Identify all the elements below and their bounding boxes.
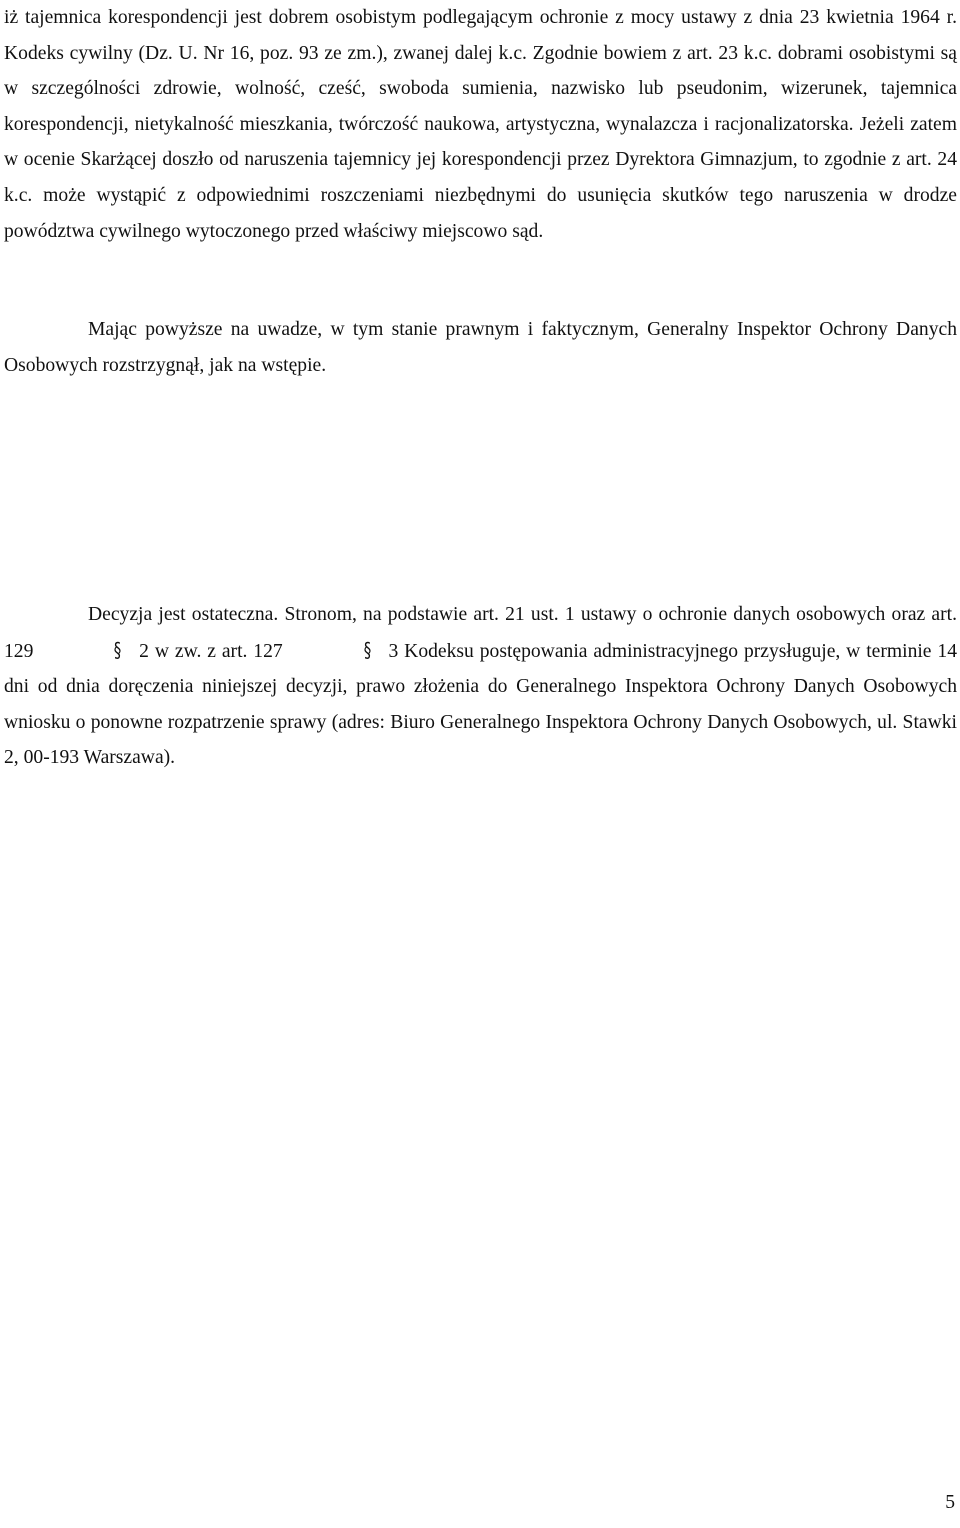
paragraph-conclusion: Mając powyższe na uwadze, w tym stanie prawnym i faktycznym, Generalny Inspektor Ochrony Danych Osobowych rozstrzygnął, jak na wstępie. <box>4 319 957 376</box>
section-symbol-icon: § <box>114 637 122 662</box>
page-number: 5 <box>945 1492 955 1513</box>
section-symbol-icon: § <box>363 637 371 662</box>
appeal-text-part-1: Decyzja jest ostateczna. Stronom, na podstawie art. 21 ust. 1 ustawy o ochronie danych osobowych oraz art. 129 <box>4 604 957 662</box>
appeal-text-part-3: 3 Kodeksu postępowania administracyjnego przysługuje, w terminie 14 dni od dnia doręczenia niniejszej decyzji, prawo złożenia do Generalnego Inspektora Ochrony Danych Osobowych wniosku o ponowne rozpatrzenie sprawy (adres: Biuro Generalnego Inspektora Ochrony Danych Osobowych, ul. Stawki 2, 00-193 Warszawa). <box>4 640 957 769</box>
paragraph-personal-rights: iż tajemnica korespondencji jest dobrem osobistym podlegającym ochronie z mocy ustawy z dnia 23 kwietnia 1964 r. Kodeks cywilny (Dz. U. Nr 16, poz. 93 ze zm.), zwanej dalej k.c. Zgodnie bowiem z art. 23 k.c. dobrami osobistymi są w szczególności zdrowie, wolność, cześć, swoboda sumienia, nazwisko lub pseudonim, wizerunek, tajemnica korespondencji, nietykalność mieszkania, twórczość naukowa, artystyczna, wynalazcza i racjonalizatorska. Jeżeli zatem w ocenie Skarżącej doszło od naruszenia tajemnicy jej korespondencji przez Dyrektora Gimnazjum, to zgodnie z art. 24 k.c. może wystąpić z odpowiednimi roszczeniami niezbędnymi do usunięcia skutków tego naruszenia w drodze powództwa cywilnego wytoczonego przed właściwy miejscowo sąd. <box>4 7 957 242</box>
appeal-text-part-2: 2 w zw. z art. 127 <box>133 640 289 662</box>
paragraph-appeal-instruction <box>4 597 957 776</box>
